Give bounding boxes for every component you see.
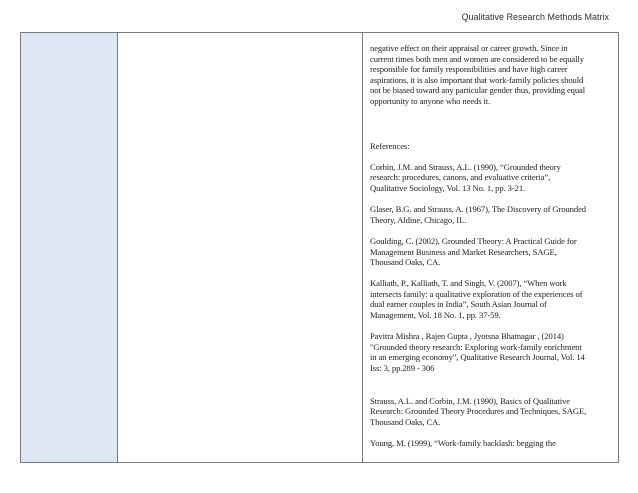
- reference-glaser-strauss: Glaser, B.G. and Strauss, A. (1967), The Discovery of Grounded Theory, Aldine, Chicago, IL.: [370, 204, 586, 225]
- page-header-title: Qualitative Research Methods Matrix: [461, 12, 609, 22]
- reference-young: Young, M. (1999), “Work-family backlash: begging the: [370, 438, 556, 448]
- references-heading: References:: [370, 140, 410, 151]
- reference-strauss-corbin: Strauss, A.L. and Corbin, J.M. (1990), Basics of Qualitative Research: Grounded Theory Procedures and Techniques, SAGE, Thousand Oaks, CA.: [370, 395, 587, 427]
- reference-mishra: Pavitra Mishra , Rajen Gupta , Jyotsna Bhatnagar , (2014) "Grounded theory research: Exploring work-family enrichment in an emerging economy", Qualitative Research Journal, Vol. 14 Iss: 3, pp.289 - 306: [370, 331, 585, 374]
- matrix-column-shaded: [21, 33, 118, 462]
- reference-corbin-strauss: Corbin, J.M. and Strauss, A.L. (1990), “Grounded theory research: procedures, canons, and evaluative criteria”, Qualitative Sociology, Vol. 13 No. 1, pp. 3-21.: [370, 161, 561, 193]
- reference-goulding: Goulding, C. (2002), Grounded Theory: A Practical Guide for Management Business and Market Researchers, SAGE, Thousand Oaks, CA.: [370, 235, 577, 268]
- matrix-column-text: [363, 33, 618, 462]
- intro-paragraph: negative effect on their appraisal or career growth. Since in current times both men and women are considered to be equally responsible for family responsibilities and have high career aspirations, it is also important that work-family policies should not be biased toward any particular gender thus, providing equal opportunity to anyone who needs it.: [370, 43, 586, 106]
- reference-kalliath: Kalliath, P., Kalliath, T. and Singh, V. (2007), “When work intersects family: a qualitative exploration of the experiences of dual earner couples in India”, South Asian Journal of Management, Vol. 18 No. 1, pp. 37-59.: [370, 278, 583, 321]
- matrix-column-empty: [118, 33, 363, 462]
- matrix-table: [20, 32, 619, 463]
